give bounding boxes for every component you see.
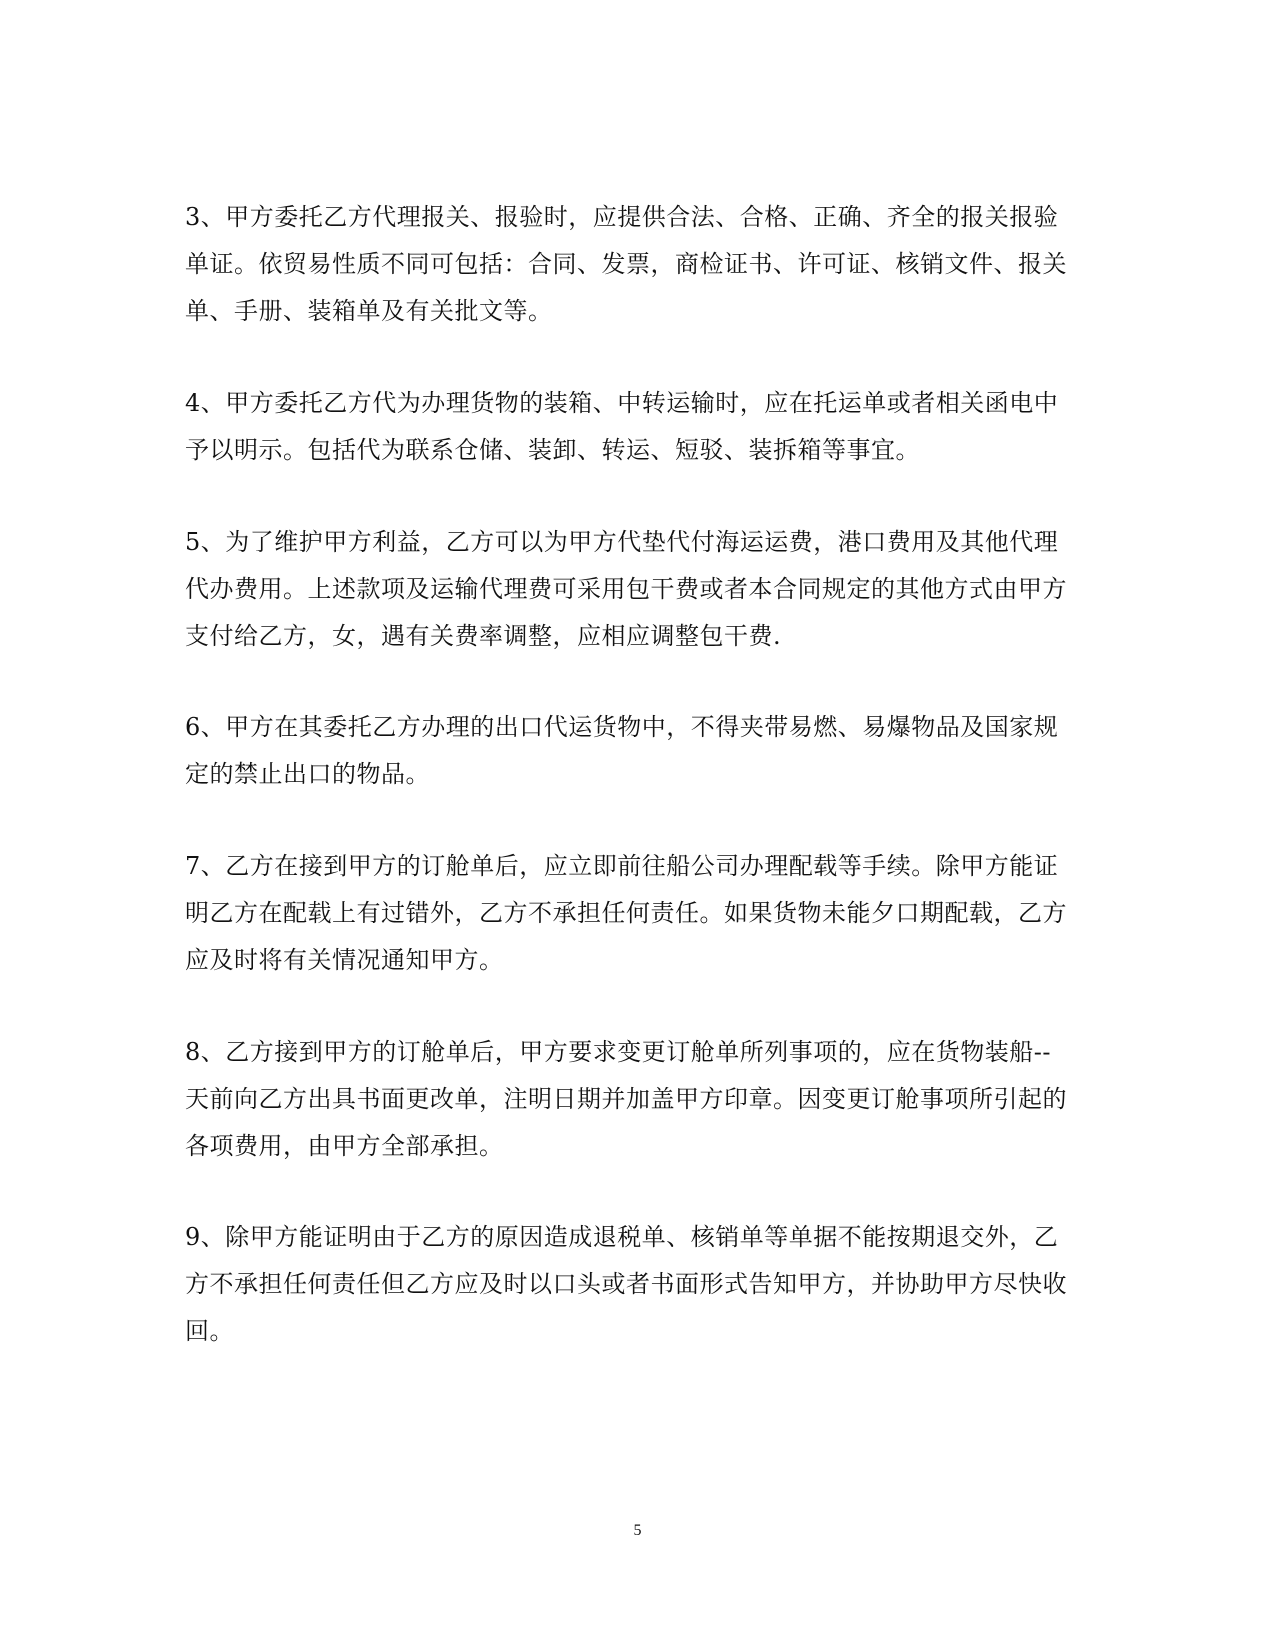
clause-9 <box>185 1214 1085 1355</box>
clause-5 <box>185 519 1085 660</box>
clause-line: 明乙方在配载上有过错外，乙方不承担任何责任。如果货物未能夕口期配载，乙方 <box>185 899 1067 927</box>
clause-line: 4、甲方委托乙方代为办理货物的装箱、中转运输时，应在托运单或者相关函电中 <box>185 389 1059 417</box>
clause-line: 单、手册、装箱单及有关批文等。 <box>185 297 553 325</box>
page-number: 5 <box>633 1522 642 1539</box>
clause-3 <box>185 194 1085 335</box>
clause-line: 各项费用，由甲方全部承担。 <box>185 1132 504 1160</box>
clause-line: 定的禁止出口的物品。 <box>185 760 430 788</box>
clause-6 <box>185 704 1085 798</box>
clause-line: 6、甲方在其委托乙方办理的出口代运货物中，不得夹带易燃、易爆物品及国家规 <box>185 713 1059 741</box>
clause-line: 7、乙方在接到甲方的订舱单后，应立即前往船公司办理配载等手续。除甲方能证 <box>185 852 1059 880</box>
clause-line: 回。 <box>185 1317 234 1345</box>
clause-line: 9、除甲方能证明由于乙方的原因造成退税单、核销单等单据不能按期退交外，乙 <box>185 1223 1059 1251</box>
clause-7 <box>185 843 1085 984</box>
clause-line: 单证。依贸易性质不同可包括：合同、发票，商检证书、许可证、核销文件、报关 <box>185 250 1067 278</box>
clause-line: 予以明示。包括代为联系仓储、装卸、转运、短驳、装拆箱等事宜。 <box>185 436 920 464</box>
clause-line: 方不承担任何责任但乙方应及时以口头或者书面形式告知甲方，并协助甲方尽快收 <box>185 1270 1067 1298</box>
clause-line: 应及时将有关情况通知甲方。 <box>185 946 504 974</box>
clause-line: 3、甲方委托乙方代理报关、报验时，应提供合法、合格、正确、齐全的报关报验 <box>185 203 1059 231</box>
clause-8 <box>185 1029 1085 1170</box>
clause-line: 天前向乙方出具书面更改单，注明日期并加盖甲方印章。因变更订舱事项所引起的 <box>185 1085 1067 1113</box>
clause-line: 代办费用。上述款项及运输代理费可采用包干费或者本合同规定的其他方式由甲方 <box>185 575 1067 603</box>
clause-line: 8、乙方接到甲方的订舱单后，甲方要求变更订舱单所列事项的，应在货物装船-- <box>185 1038 1051 1066</box>
clause-line: 支付给乙方，女，遇有关费率调整，应相应调整包干费. <box>185 622 782 650</box>
clause-4 <box>185 380 1085 474</box>
clause-line: 5、为了维护甲方利益，乙方可以为甲方代垫代付海运运费，港口费用及其他代理 <box>185 528 1059 556</box>
